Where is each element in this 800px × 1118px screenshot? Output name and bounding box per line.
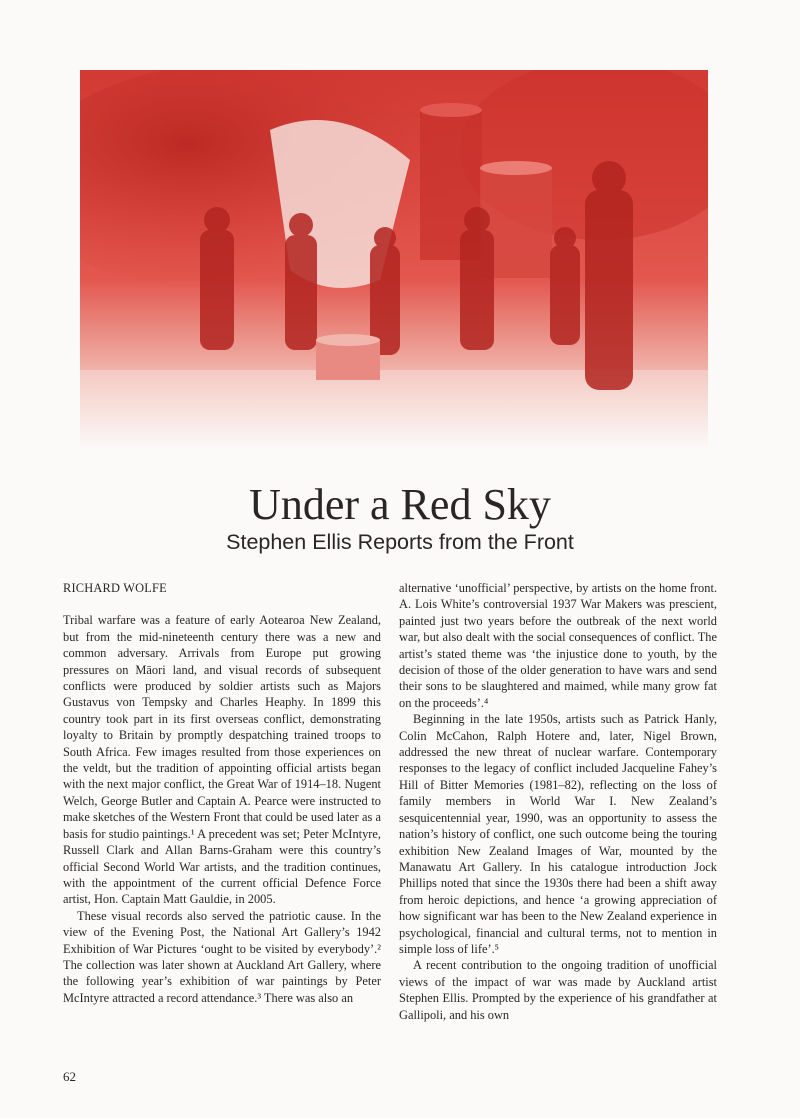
paragraph: These visual records also served the patriotic cause. In the view of the Evening Post, the National Art Gallery’s 1942 Exhibition of War Pictures ‘ought to be visited by everybody’.² The collection was later shown at Auckland Art Gallery, where the following year’s exhibition of war paintings by Peter McIntyre attracted a record attendance.³ There was also an — [63, 908, 381, 1005]
article-subtitle: Stephen Ellis Reports from the Front — [226, 530, 574, 554]
page-number: 62 — [63, 1069, 76, 1084]
paragraph: A recent contribution to the ongoing tradition of unofficial views of the impact of war was made by Auckland artist Stephen Ellis. Prompted by the experience of his grandfather at Gallipoli, and his own — [399, 958, 717, 1022]
toy-soldiers-photograph — [80, 70, 708, 450]
paragraph: alternative ‘unofficial’ perspective, by artists on the home front. A. Lois White’s controversial 1937 War Makers was prescient, painted just two years before the outbreak of the next world war, but also dealt with the social consequences of conflict. The artist’s stated theme was ‘the injustice done to youth, by the decision of those of the older generation to have wars and send their sons to be slaughtered and maimed, while many grow fat on the proceeds’.⁴ — [399, 581, 717, 710]
hero-image — [80, 70, 708, 450]
author-byline: RICHARD WOLFE — [63, 581, 167, 595]
article-title: Under a Red Sky — [249, 480, 551, 529]
text-column-right — [399, 580, 717, 1023]
paragraph: Tribal warfare was a feature of early Aotearoa New Zealand, but from the mid-nineteenth century there was a new and common adversary. Arrivals from Europe put growing pressures on Māori land, and visual records of subsequent conflicts were produced by soldier artists such as Majors Gustavus von Tempsky and Charles Heaphy. In 1899 this country took part in its first overseas conflict, demonstrating loyalty to Britain by promptly despatching trained troops to South Africa. Few images resulted from those experiences on the veldt, but the tradition of appointing official artists began with the next major conflict, the Great War of 1914–18. Nugent Welch, George Butler and Captain A. Pearce were instructed to make sketches of the Western Front that could be used later as a basis for studio paintings.¹ A precedent was set; Peter McIntyre, Russell Clark and Allan Barns-Graham were this country’s official Second World War artists, and the tradition continues, with the appointment of the current official Defence Force artist, Hon. Captain Matt Gauldie, in 2005. — [63, 613, 381, 907]
text-column-left — [63, 580, 381, 1006]
paragraph: Beginning in the late 1950s, artists such as Patrick Hanly, Colin McCahon, Ralph Hotere and, later, Nigel Brown, addressed the new threat of nuclear warfare. Contemporary responses to the legacy of conflict included Jacqueline Fahey’s Hill of Bitter Memories (1981–82), reflecting on the loss of family members in World War I. New Zealand’s sesquicentennial year, 1990, was an opportunity to assess the nation’s history of conflict, one such outcome being the touring exhibition New Zealand Images of War, mounted by the Manawatu Art Gallery. In his catalogue introduction Jock Phillips noted that since the 1930s there had been a shift away from heroic depictions, and hence ‘a growing appreciation of how significant war has been to the New Zealand experience in psychological, financial and cultural terms, not to mention in simple loss of life’.⁵ — [399, 712, 717, 956]
